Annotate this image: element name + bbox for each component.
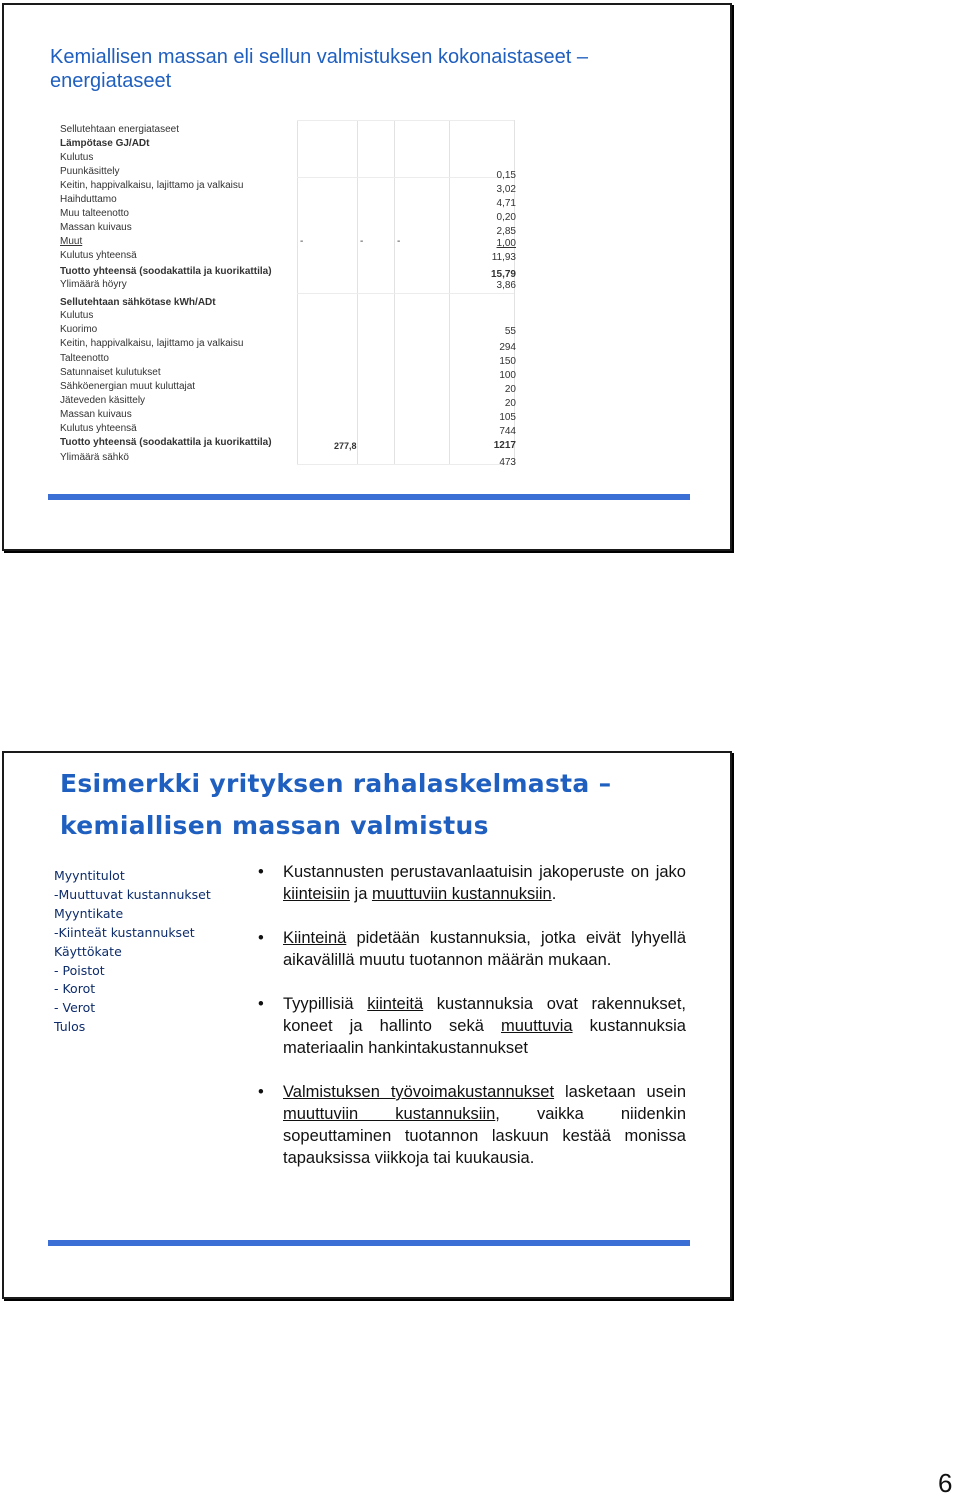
table-row: Kulutus	[60, 152, 94, 163]
table-row: Kulutus	[60, 310, 94, 321]
table-row: Muu talteenotto 0,20	[60, 208, 516, 223]
dash-mark: -	[360, 236, 364, 247]
title-line-2: kemiallisen massan valmistus	[60, 811, 489, 840]
slide-cash-flow-example	[2, 751, 732, 1299]
blue-divider	[48, 494, 690, 500]
slide-title	[50, 45, 690, 93]
bullet-icon: •	[258, 929, 264, 947]
dash-mark: -	[397, 236, 401, 247]
table-row: Massan kuivaus 105	[60, 409, 516, 423]
bullet-icon: •	[258, 1083, 264, 1101]
bullet-item: • Valmistuksen työvoimakustannukset lasketaan usein muuttuviin kustannuksiin, vaikka niidenkin sopeuttaminen tuotannon laskuun kestää monissa tapauksissa viikkoja tai kuukausia.	[258, 1083, 687, 1167]
grid-line	[297, 293, 514, 294]
table-row: Massan kuivaus 2,85	[60, 222, 516, 237]
table-row: Tuotto yhteensä (soodakattila ja kuorikattila) 15,79	[60, 266, 516, 280]
bullet-icon: •	[258, 995, 264, 1013]
table-row: Sellutehtaan energiataseet	[60, 124, 179, 135]
table-row: Talteenotto 150	[60, 353, 516, 367]
statement-line: Myyntitulot	[54, 868, 125, 883]
table-row: Kulutus yhteensä 11,93	[60, 250, 516, 263]
table-row: Sellutehtaan sähkötase kWh/ADt	[60, 297, 216, 308]
statement-line: - Poistot	[54, 962, 105, 978]
statement-line: - Verot	[54, 1000, 96, 1016]
statement-line: Tulos	[54, 1019, 86, 1035]
page-number: 6	[938, 1468, 953, 1498]
title-line-1: Kemiallisen massan eli sellun valmistuksen kokonaistaseet –	[50, 46, 589, 68]
bullet-item: • Kustannusten perustavanlaatuisin jakoperuste on jako kiinteisiin ja muuttuviin kustannuksiin.	[258, 863, 686, 903]
table-row: Tuotto yhteensä (soodakattila ja kuorikattila) 1217	[60, 437, 516, 451]
statement-line: -Muuttuvat kustannukset	[54, 886, 211, 902]
production-value: 277,8	[334, 441, 357, 451]
statement-line: Myyntikate	[54, 905, 124, 921]
title-line-1: Esimerkki yrityksen rahalaskelmasta –	[60, 769, 612, 798]
bullet-item: • Tyypillisiä kiinteitä kustannuksia ovat rakennukset, koneet ja hallinto sekä muuttuvia kustannuksia materiaalin hankintakustannukset	[258, 995, 686, 1057]
table-row: Haihduttamo 4,71	[60, 194, 516, 209]
statement-line: Käyttökate	[54, 943, 122, 959]
table-row: Kulutus yhteensä 744	[60, 423, 516, 437]
statement-line: -Kiinteät kustannukset	[54, 924, 195, 940]
bullet-icon: •	[258, 863, 264, 881]
grid-line	[297, 120, 514, 121]
statement-line: - Korot	[54, 981, 96, 997]
dash-mark: -	[300, 236, 304, 247]
table-row: Ylimäärä höyry 3,86	[60, 279, 516, 291]
bullet-list	[254, 861, 686, 1169]
table-row: Lämpötase GJ/ADt	[60, 138, 150, 149]
table-row: Keitin, happivalkaisu, lajittamo ja valkaisu 3,02	[60, 180, 516, 195]
slide-title	[60, 763, 680, 847]
table-row: Ylimäärä sähkö 473	[60, 452, 516, 468]
table-row: Kuorimo 55	[60, 324, 516, 337]
table-row: Jäteveden käsittely 20	[60, 395, 516, 409]
table-row: Sähköenergian muut kuluttajat 20	[60, 381, 516, 395]
slide-energy-balance	[2, 3, 732, 551]
table-row: Keitin, happivalkaisu, lajittamo ja valkaisu 294	[60, 338, 516, 353]
income-statement	[54, 867, 211, 1037]
bullet-item: • Kiinteinä pidetään kustannuksia, jotka eivät lyhyellä aikavälillä muutu tuotannon määrän mukaan.	[258, 929, 686, 969]
table-row: Satunnaiset kulutukset 100	[60, 367, 516, 381]
table-row: Puunkäsittely 0,15	[60, 166, 516, 181]
blue-divider	[48, 1240, 690, 1246]
table-row: Muut 1,00	[60, 236, 516, 249]
title-line-2: energiataseet	[50, 70, 172, 92]
